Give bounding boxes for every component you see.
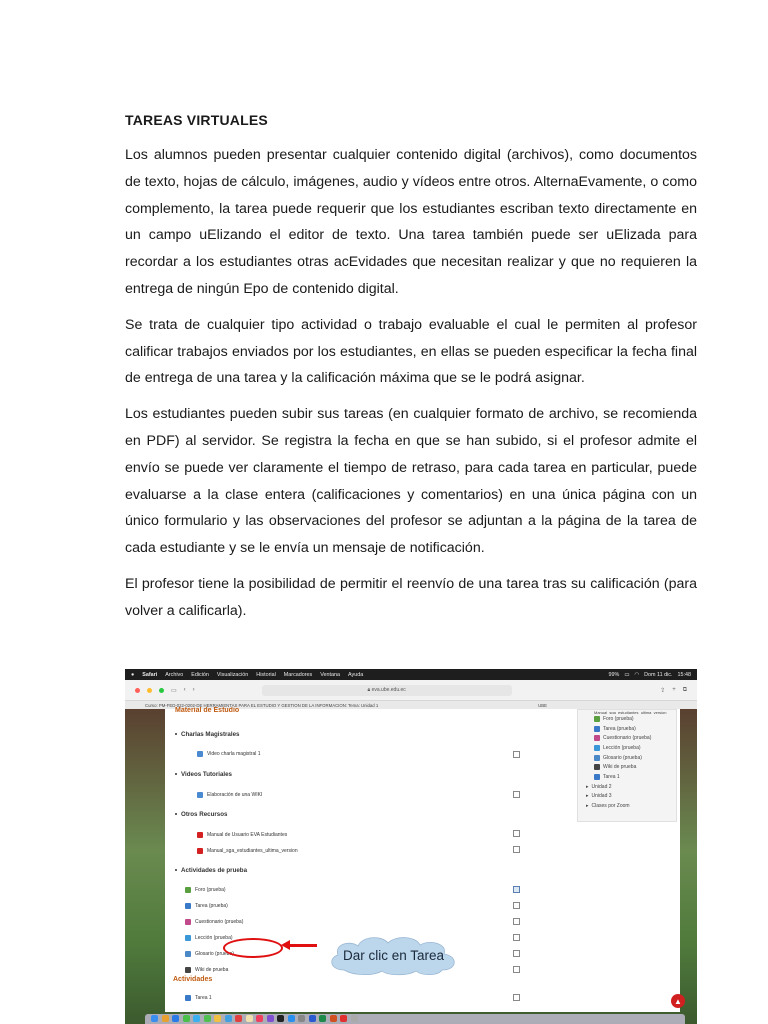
- assignment-icon: [185, 903, 191, 909]
- paragraph-2: Se trata de cualquier tipo actividad o trabajo evaluable el cual le permiten al profesor calificar trabajos enviados por los estudiantes, en ellas se pueden especificar la fecha final de entrega de una tarea y la calificación máxima que se le podrá asignar.: [125, 316, 697, 387]
- menu-archivo[interactable]: Archivo: [165, 671, 184, 678]
- sidebar-toggle-icon[interactable]: ▭: [171, 687, 177, 694]
- activity-leccion[interactable]: Lección (prueba): [185, 935, 233, 941]
- completion-checkbox[interactable]: [513, 918, 520, 925]
- menu-ayuda[interactable]: Ayuda: [348, 671, 364, 678]
- minimize-window-icon[interactable]: [147, 688, 152, 693]
- activity-tarea[interactable]: Tarea (prueba): [185, 903, 228, 909]
- embedded-screenshot: [125, 669, 697, 1024]
- trash-icon[interactable]: [351, 1015, 358, 1022]
- powerpoint-icon[interactable]: [330, 1015, 337, 1022]
- address-bar[interactable]: [262, 685, 512, 696]
- sidebar-item-foro[interactable]: Foro (prueba): [578, 714, 676, 724]
- chevron-up-icon: ▲: [674, 996, 682, 1006]
- browser-toolbar: [125, 680, 697, 701]
- notes-icon[interactable]: [246, 1015, 253, 1022]
- mac-menubar: [125, 669, 697, 680]
- zoom-window-icon[interactable]: [159, 688, 164, 693]
- completion-checkbox[interactable]: [513, 934, 520, 941]
- document-body: [125, 106, 697, 634]
- completion-checkbox[interactable]: [513, 994, 520, 1001]
- assignment-icon: [594, 774, 600, 780]
- completion-checkbox[interactable]: [513, 830, 520, 837]
- app-store-icon[interactable]: [288, 1015, 295, 1022]
- completion-checkbox[interactable]: [513, 751, 520, 758]
- facetime-icon[interactable]: [225, 1015, 232, 1022]
- course-page: [165, 709, 680, 1012]
- excel-icon[interactable]: [319, 1015, 326, 1022]
- activity-manual-sga[interactable]: Manual_sga_estudiantes_ultima_version: [197, 848, 298, 854]
- activity-cuestionario[interactable]: Cuestionario (prueba): [185, 919, 243, 925]
- chevron-right-icon: ▸: [586, 793, 589, 800]
- lock-icon: 🔒︎: [367, 687, 372, 693]
- sidebar-item-unidad-2[interactable]: ▸ Unidad 2: [586, 783, 612, 790]
- sidebar-item-cuestionario[interactable]: Cuestionario (prueba): [578, 733, 676, 743]
- completion-checkbox-checked[interactable]: [513, 886, 520, 893]
- tab-ube[interactable]: UBE: [538, 703, 547, 708]
- apple-icon: ●: [131, 671, 135, 678]
- assignment-icon: [594, 726, 600, 732]
- course-content: [165, 709, 565, 1012]
- callout-text: Dar clic en Tarea: [342, 947, 445, 963]
- completion-checkbox[interactable]: [513, 950, 520, 957]
- paragraph-4: El profesor tiene la posibilidad de permitir el reenvío de una tarea tras su calificación (para volver a calificarla).: [125, 575, 697, 619]
- pdf-icon: [197, 848, 203, 854]
- completion-checkbox[interactable]: [513, 846, 520, 853]
- activity-wiki[interactable]: Wiki de prueba: [185, 967, 228, 973]
- wifi-icon: ◠: [634, 671, 640, 678]
- menu-marcadores[interactable]: Marcadores: [283, 671, 313, 678]
- menubar-status: [609, 672, 691, 678]
- menu-ventana[interactable]: Ventana: [320, 671, 341, 678]
- completion-checkbox[interactable]: [513, 791, 520, 798]
- tabs-overview-icon[interactable]: ⧉: [682, 686, 687, 693]
- settings-icon[interactable]: [298, 1015, 305, 1022]
- annotation-arrowhead: [281, 940, 290, 950]
- forward-icon[interactable]: ›: [192, 687, 195, 693]
- word-icon[interactable]: [309, 1015, 316, 1022]
- chevron-right-icon: ▸: [586, 783, 589, 790]
- activities-heading: Actividades: [173, 976, 213, 983]
- finder-icon[interactable]: [151, 1015, 158, 1022]
- menubar-time: 15:48: [677, 671, 691, 678]
- paragraph-3: Los estudiantes pueden subir sus tareas (en cualquier formato de archivo, se recomienda en PDF) al servidor. Se registra la fecha en que se han subido, si el profesor admite el envío se puede ver claramente el tiempo de retraso, para cada tarea en particular, puede evaluarse a la clase entera (calificaciones y comentarios) en una única página con un único formulario y las observaciones del profesor se adjuntan a la página de la tarea de cada estudiante y se le envía un mensaje de notificación.: [125, 406, 697, 557]
- section-heading-material: Material de Estudio: [175, 707, 240, 712]
- mail-icon[interactable]: [193, 1015, 200, 1022]
- sidebar-item-wiki[interactable]: Wiki de prueba: [578, 762, 676, 772]
- chevron-right-icon: ▸: [586, 803, 589, 810]
- menubar-app: Safari: [142, 671, 158, 678]
- menu-visualizacion[interactable]: Visualización: [216, 671, 249, 678]
- annotation-arrow: [289, 944, 317, 947]
- lesson-icon: [185, 935, 191, 941]
- section-otros[interactable]: Otros Recursos: [175, 811, 227, 818]
- sidebar-item-glosario[interactable]: Glosario (prueba): [578, 753, 676, 763]
- activity-wiki-video[interactable]: Elaboración de una WIKI: [197, 792, 262, 798]
- menubar-date: Dom 11 dic.: [644, 671, 673, 678]
- activity-manual-eva[interactable]: Manual de Usuario EVA Estudiantes: [197, 832, 287, 838]
- glossary-icon: [185, 951, 191, 957]
- wiki-icon: [185, 967, 191, 973]
- battery-percent: 99%: [608, 671, 620, 678]
- menu-historial[interactable]: Historial: [256, 671, 276, 678]
- new-tab-icon[interactable]: +: [672, 687, 676, 693]
- activity-foro[interactable]: Foro (prueba): [185, 887, 226, 893]
- completion-checkbox[interactable]: [513, 966, 520, 973]
- section-charlas[interactable]: Charlas Magistrales: [175, 731, 239, 738]
- quiz-icon: [594, 735, 600, 741]
- video-icon: [197, 792, 203, 798]
- menu-edicion[interactable]: Edición: [191, 671, 209, 678]
- messages-icon[interactable]: [183, 1015, 190, 1022]
- activity-tarea-1[interactable]: Tarea 1: [185, 995, 212, 1001]
- activity-glosario[interactable]: Glosario (prueba): [185, 951, 234, 957]
- document-title: TAREAS VIRTUALES: [125, 112, 268, 128]
- tv-icon[interactable]: [277, 1015, 284, 1022]
- launchpad-icon[interactable]: [162, 1015, 169, 1022]
- tab-course[interactable]: Curso: PM-FED-022-0202-DE HERRAMIENTAS PARA EL ESTUDIO Y GESTION DE LA INFORMACION: Tema: Unidad 1: [145, 703, 379, 708]
- sidebar-item-unidad-3[interactable]: ▸ Unidad 3: [586, 793, 612, 800]
- forum-icon: [594, 716, 600, 722]
- completion-checkbox[interactable]: [513, 902, 520, 909]
- sidebar-cut-item[interactable]: Manual_sga_estudiantes_ultima_version: [594, 710, 667, 714]
- battery-icon: ▭: [624, 671, 630, 678]
- maps-icon[interactable]: [204, 1015, 211, 1022]
- glossary-icon: [594, 755, 600, 761]
- highlight-ring: [223, 938, 283, 958]
- paragraph-1: Los alumnos pueden presentar cualquier contenido digital (archivos), como documentos de texto, hojas de cálculo, imágenes, audio y vídeos entre otros. AlternaEvamente, o como complemento, la tarea puede requerir que los estudiantes escriban texto directamente en un campo uElizando el editor de texto. Una tarea también puede ser uElizada para recordar a los estudiantes otras acEvidades que necesitan realizar y que no requieren la entrega de ningún Epo de contenido digital.: [125, 147, 697, 297]
- lesson-icon: [594, 745, 600, 751]
- sidebar-item-tarea-1[interactable]: Tarea 1: [578, 772, 676, 782]
- video-icon: [197, 751, 203, 757]
- section-videos[interactable]: Videos Tutoriales: [175, 771, 232, 778]
- sidebar-item-leccion[interactable]: Lección (prueba): [578, 743, 676, 753]
- close-window-icon[interactable]: [135, 688, 140, 693]
- quiz-icon: [185, 919, 191, 925]
- assignment-icon: [185, 995, 191, 1001]
- music-icon[interactable]: [256, 1015, 263, 1022]
- back-icon[interactable]: ‹: [183, 687, 186, 693]
- mac-dock: [145, 1014, 685, 1024]
- share-icon[interactable]: ⇪: [660, 687, 666, 694]
- forum-icon: [185, 887, 191, 893]
- address-text: eva.ube.edu.ec: [371, 687, 406, 693]
- scroll-up-button[interactable]: [671, 994, 685, 1008]
- sidebar-item-tarea[interactable]: Tarea (prueba): [578, 724, 676, 734]
- course-index-sidebar: [577, 709, 677, 822]
- podcasts-icon[interactable]: [267, 1015, 274, 1022]
- activity-video-charla[interactable]: Video charla magistral 1: [197, 751, 261, 757]
- pdf-icon: [197, 832, 203, 838]
- sidebar-item-zoom[interactable]: ▸ Clases por Zoom: [586, 803, 630, 810]
- photos-icon[interactable]: [214, 1015, 221, 1022]
- section-actividades-prueba[interactable]: Actividades de prueba: [175, 867, 247, 874]
- safari-icon[interactable]: [172, 1015, 179, 1022]
- pdf-app-icon[interactable]: [340, 1015, 347, 1022]
- calendar-icon[interactable]: [235, 1015, 242, 1022]
- wiki-icon: [594, 764, 600, 770]
